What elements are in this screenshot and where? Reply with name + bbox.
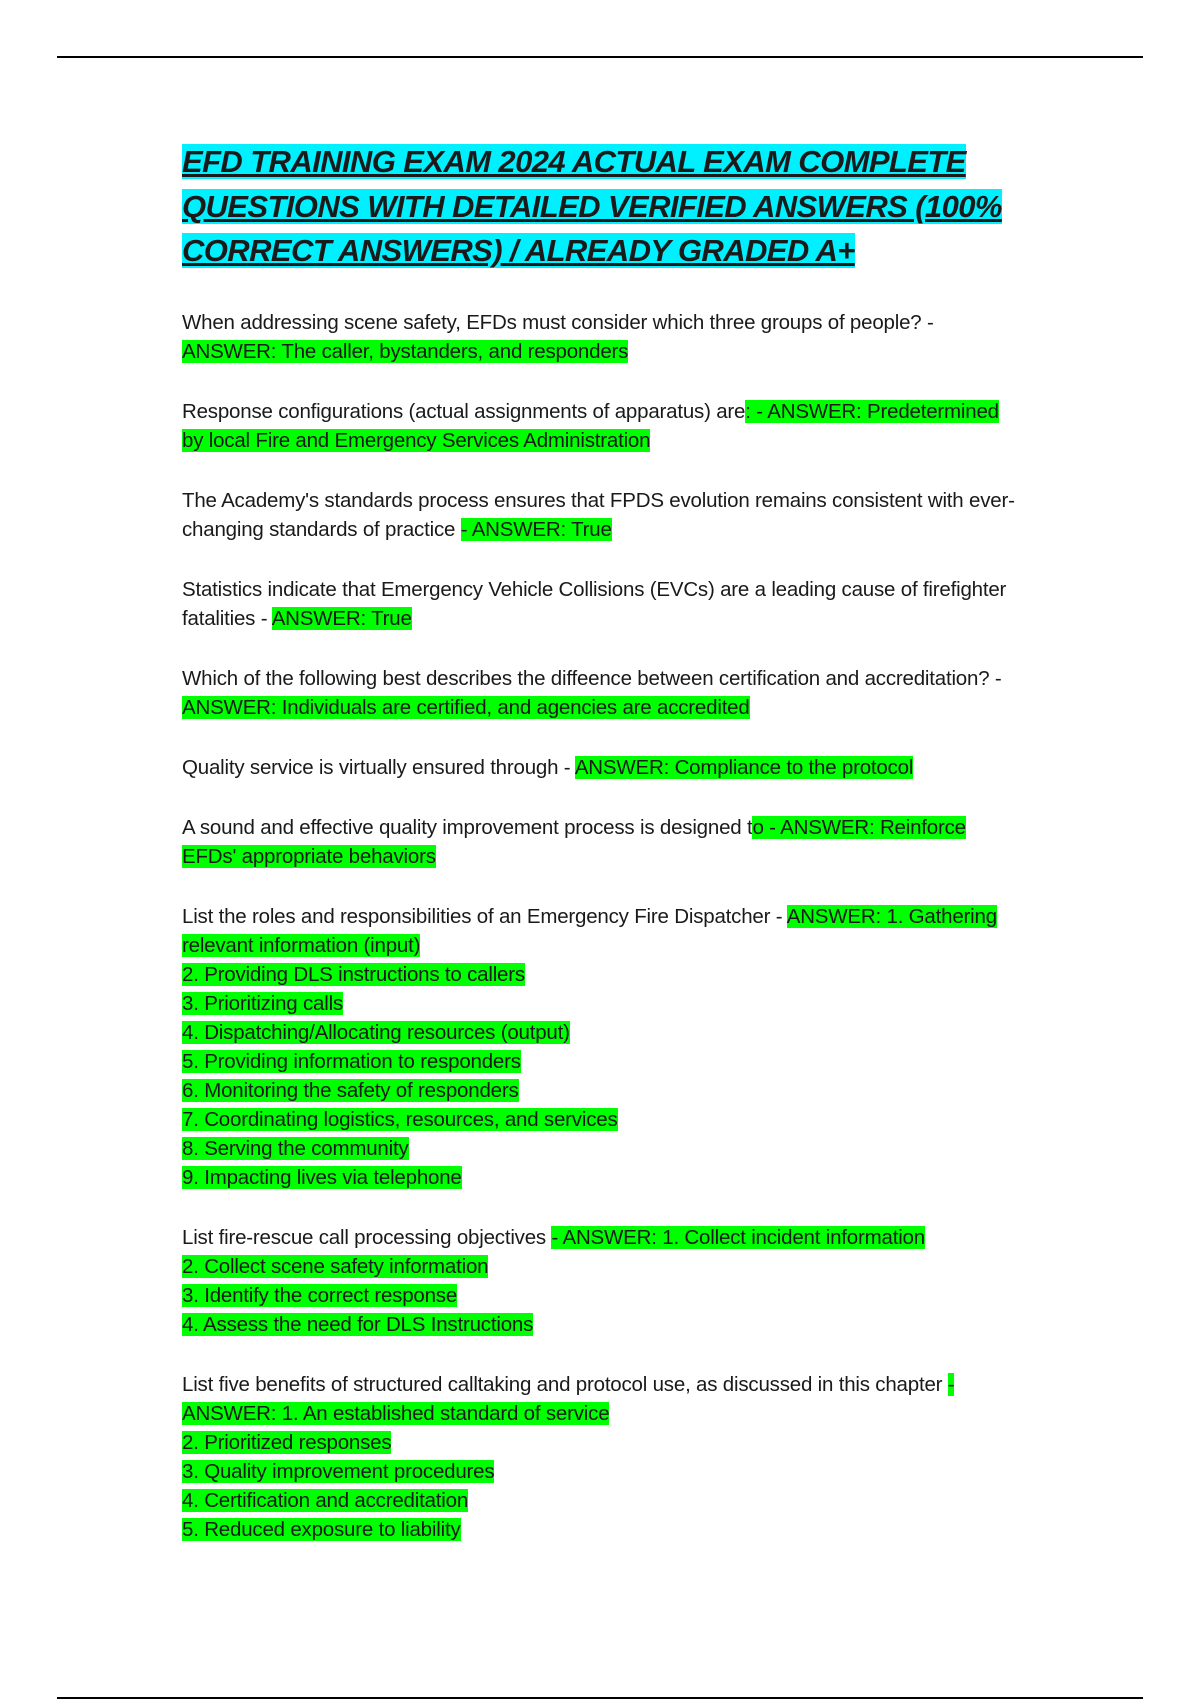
- question-text: Quality service is virtually ensured through -: [182, 755, 575, 779]
- answer-text: - ANSWER: 1. An established standard of service: [182, 1372, 955, 1425]
- answer-list-item: 4. Assess the need for DLS Instructions: [182, 1312, 534, 1336]
- answer-list-item: 2. Prioritized responses: [182, 1430, 392, 1454]
- answer-text: ANSWER: True: [271, 606, 412, 630]
- answer-list-item: 3. Prioritizing calls: [182, 991, 343, 1015]
- question-text: List the roles and responsibilities of an Emergency Fire Dispatcher -: [182, 904, 787, 928]
- qa-item-3: [182, 486, 1022, 544]
- document-title: [182, 140, 1022, 274]
- answer-list-item: 5. Reduced exposure to liability: [182, 1517, 461, 1541]
- answer-list-item: 4. Dispatching/Allocating resources (output): [182, 1020, 570, 1044]
- qa-item-8: [182, 902, 1022, 1192]
- qa-item-4: [182, 575, 1022, 633]
- answer-list-item: 2. Collect scene safety information: [182, 1254, 489, 1278]
- question-text: When addressing scene safety, EFDs must consider which three groups of people? -: [182, 310, 934, 334]
- answer-list-item: 5. Providing information to responders: [182, 1049, 521, 1073]
- answer-text: : - ANSWER: Predetermined by local Fire and Emergency Services Administration: [182, 399, 999, 452]
- answer-list-item: 7. Coordinating logistics, resources, and services: [182, 1107, 618, 1131]
- qa-item-9: [182, 1223, 1022, 1339]
- title-line: CORRECT ANSWERS) / ALREADY GRADED A+: [182, 233, 855, 268]
- footer-rule: [57, 1697, 1143, 1699]
- question-text: Response configurations (actual assignments of apparatus) are: [182, 399, 746, 423]
- answer-text: ANSWER: Individuals are certified, and agencies are accredited: [182, 695, 750, 719]
- answer-text: o - ANSWER: Reinforce EFDs' appropriate behaviors: [182, 815, 966, 868]
- answer-list-item: 3. Quality improvement procedures: [182, 1459, 495, 1483]
- question-text: List fire-rescue call processing objectives: [182, 1225, 552, 1249]
- question-text: The Academy's standards process ensures that FPDS evolution remains consistent with ever-changing standards of practice: [182, 488, 1015, 541]
- qa-item-2: [182, 397, 1022, 455]
- answer-text: ANSWER: 1. Gathering relevant information (input): [182, 904, 997, 957]
- qa-item-1: [182, 308, 1022, 366]
- answer-text: - ANSWER: True: [460, 517, 612, 541]
- question-text: A sound and effective quality improvement process is designed t: [182, 815, 753, 839]
- answer-text: - ANSWER: 1. Collect incident information: [551, 1225, 925, 1249]
- answer-list-item: 3. Identify the correct response: [182, 1283, 458, 1307]
- title-line: EFD TRAINING EXAM 2024 ACTUAL EXAM COMPLETE: [182, 144, 966, 179]
- question-text: List five benefits of structured calltaking and protocol use, as discussed in this chapter: [182, 1372, 948, 1396]
- answer-list-item: 2. Providing DLS instructions to callers: [182, 962, 525, 986]
- answer-list-item: 6. Monitoring the safety of responders: [182, 1078, 519, 1102]
- qa-item-5: [182, 664, 1022, 722]
- qa-item-10: [182, 1370, 1022, 1544]
- qa-item-6: [182, 753, 1022, 782]
- answer-list-item: 8. Serving the community: [182, 1136, 409, 1160]
- header-rule: [57, 56, 1143, 58]
- qa-item-7: [182, 813, 1022, 871]
- answer-list-item: 4. Certification and accreditation: [182, 1488, 469, 1512]
- document-body: [182, 140, 1022, 1575]
- question-text: Statistics indicate that Emergency Vehicle Collisions (EVCs) are a leading cause of firefighter fatalities -: [182, 577, 1007, 630]
- title-line: QUESTIONS WITH DETAILED VERIFIED ANSWERS (100%: [182, 188, 1002, 224]
- question-text: Which of the following best describes the diffeence between certification and accreditation? -: [182, 666, 1002, 690]
- answer-list-item: 9. Impacting lives via telephone: [182, 1165, 462, 1189]
- answer-text: ANSWER: The caller, bystanders, and responders: [182, 339, 629, 363]
- answer-text: ANSWER: Compliance to the protocol: [574, 755, 914, 779]
